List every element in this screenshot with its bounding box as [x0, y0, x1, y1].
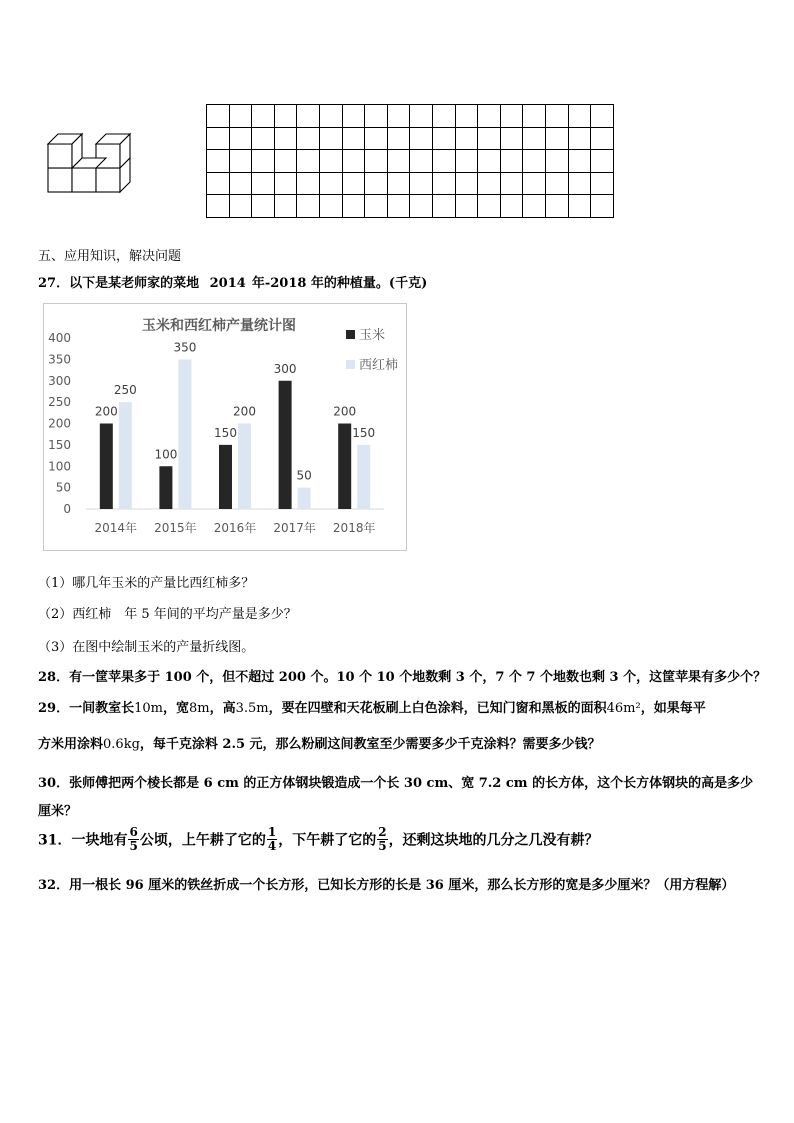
y-tick-label: 250	[48, 395, 71, 410]
bar-tomato	[357, 445, 370, 509]
data-label-tomato: 50	[296, 468, 312, 483]
grid-cell	[455, 105, 478, 128]
q29-length: 10m	[134, 701, 163, 716]
grid-cell	[342, 150, 365, 173]
question-30-line1: 30．张师傅把两个棱长都是 6 cm 的正方体钢块锻造成一个长 30 cm、宽 7.2 cm 的长方体，这个长方体钢块的高是多少	[38, 776, 754, 791]
legend-swatch-tomato	[346, 360, 355, 369]
bar-corn	[338, 424, 351, 510]
bar-corn	[219, 445, 232, 509]
q29-height: 3.5m	[235, 701, 269, 716]
grid-cell	[207, 195, 230, 218]
data-label-corn: 100	[154, 447, 178, 462]
y-tick-label: 200	[48, 416, 71, 431]
x-tick-label: 2014年	[94, 521, 138, 535]
grid-cell	[545, 150, 568, 173]
grid-cell	[545, 105, 568, 128]
q31-f1-denominator: 5	[129, 839, 138, 853]
grid-cell	[319, 105, 342, 128]
grid-cell	[387, 105, 410, 128]
grid-cell	[568, 127, 591, 150]
grid-cell	[319, 150, 342, 173]
data-label-tomato: 350	[173, 340, 197, 355]
grid-cell	[478, 105, 501, 128]
grid-cell	[342, 195, 365, 218]
x-tick-label: 2016年	[213, 521, 257, 535]
q31-fraction-2	[267, 826, 277, 853]
grid-row	[207, 150, 614, 173]
grid-cell	[274, 127, 297, 150]
grid-cell	[591, 172, 614, 195]
bar-chart	[43, 303, 407, 551]
grid-cell	[410, 105, 433, 128]
grid-cell	[523, 127, 546, 150]
legend-label-corn: 玉米	[359, 328, 386, 343]
question-27	[38, 272, 427, 291]
q31-text-b: 公顷，上午耕了它的	[139, 832, 266, 849]
q31-f1-numerator: 6	[129, 825, 138, 839]
data-label-corn: 150	[214, 425, 237, 440]
q31-f2-numerator: 1	[267, 825, 277, 839]
grid-cell	[478, 127, 501, 150]
q29-text-5: ，如果每平	[640, 701, 706, 716]
grid-cell	[297, 127, 320, 150]
q29-text-3: ，高	[209, 701, 236, 716]
grid-cell	[365, 105, 388, 128]
grid-cell	[455, 150, 478, 173]
x-tick-label: 2017年	[273, 521, 316, 535]
x-tick-label: 2015年	[154, 521, 197, 535]
grid-cell	[319, 195, 342, 218]
square-grid	[206, 104, 614, 218]
grid-cell	[274, 195, 297, 218]
grid-cell	[365, 172, 388, 195]
grid-cell	[432, 105, 455, 128]
grid-cell	[500, 172, 523, 195]
y-tick-label: 300	[48, 373, 71, 388]
grid-cell	[432, 172, 455, 195]
grid-cell	[229, 172, 252, 195]
q27-sub3: （3）在图中绘制玉米的产量折线图。	[38, 640, 255, 655]
bar-corn	[279, 381, 292, 509]
y-tick-label: 350	[48, 352, 71, 367]
question-28: 28．有一筐苹果多于 100 个，但不超过 200 个。10 个 10 个地数剩 3 个，7 个 7 个地数也剩 3 个，这筐苹果有多少个？	[38, 670, 767, 685]
bar-tomato	[119, 402, 132, 509]
q27-number: 27．	[38, 276, 70, 291]
grid-cell	[478, 150, 501, 173]
grid-cell	[568, 195, 591, 218]
grid-cell	[229, 150, 252, 173]
grid-cell	[319, 172, 342, 195]
grid-cell	[342, 105, 365, 128]
grid-cell	[432, 150, 455, 173]
grid-cell	[591, 150, 614, 173]
grid-cell	[387, 195, 410, 218]
grid-cell	[252, 172, 275, 195]
question-32: 32．用一根长 96 厘米的铁丝折成一个长方形，已知长方形的长是 36 厘米，那么长方形的宽是多少厘米？（用方程解）	[38, 878, 735, 893]
grid-cell	[455, 195, 478, 218]
grid-cell	[523, 172, 546, 195]
grid-cell	[207, 172, 230, 195]
q29-text-4: ，要在四壁和天花板刷上白色涂料，已知门窗和黑板的面积	[268, 701, 607, 716]
grid-cell	[207, 127, 230, 150]
grid-cell	[207, 105, 230, 128]
data-label-tomato: 250	[113, 383, 137, 398]
grid-cell	[252, 127, 275, 150]
y-tick-label: 400	[48, 331, 71, 345]
question-30-line2: 厘米？	[38, 804, 78, 819]
grid-cell	[229, 127, 252, 150]
q27-year: 2014	[209, 276, 246, 291]
grid-cell	[500, 195, 523, 218]
question-29-line2	[38, 733, 601, 752]
q31-text-c: ，下午耕了它的	[278, 832, 377, 849]
grid-cell	[297, 150, 320, 173]
data-label-tomato: 200	[233, 404, 256, 419]
grid-cell	[252, 195, 275, 218]
q29-text-2: ，宽	[162, 701, 189, 716]
grid-cell	[523, 195, 546, 218]
grid-cell	[523, 150, 546, 173]
grid-cell	[455, 127, 478, 150]
grid-cell	[410, 127, 433, 150]
q31-text-d: ，还剩这块地的几分之几没有耕？	[388, 832, 599, 849]
grid-row	[207, 195, 614, 218]
grid-cell	[432, 195, 455, 218]
question-29-line1	[38, 697, 706, 716]
data-label-tomato: 150	[352, 425, 376, 440]
grid-cell	[274, 150, 297, 173]
chart-title: 玉米和西红柿产量统计图	[142, 318, 296, 334]
q29-text-6: 方米用涂料	[38, 737, 104, 752]
grid-cell	[568, 105, 591, 128]
grid-cell	[319, 127, 342, 150]
y-tick-label: 50	[55, 480, 71, 495]
grid-cell	[342, 172, 365, 195]
grid-cell	[410, 172, 433, 195]
grid-cell	[410, 195, 433, 218]
grid-cell	[410, 150, 433, 173]
grid-cell	[545, 127, 568, 150]
grid-cell	[365, 195, 388, 218]
bar-chart-svg	[44, 304, 408, 552]
question-31	[38, 826, 599, 853]
legend-label-tomato: 西红柿	[359, 358, 399, 373]
grid-cell	[523, 105, 546, 128]
q29-amount: 0.6kg	[103, 737, 140, 752]
data-label-corn: 200	[94, 404, 118, 419]
q27-text-b: 年-2018 年的种植量。(千克)	[251, 276, 428, 291]
grid-cell	[387, 150, 410, 173]
grid-row	[207, 105, 614, 128]
q31-fraction-3	[377, 826, 387, 853]
grid-cell	[229, 105, 252, 128]
y-tick-label: 100	[48, 459, 71, 474]
bar-tomato	[298, 488, 311, 509]
grid-cell	[591, 127, 614, 150]
data-label-corn: 300	[273, 361, 297, 376]
grid-cell	[455, 172, 478, 195]
data-label-corn: 200	[333, 404, 357, 419]
grid-cell	[545, 195, 568, 218]
q27-text-a: 以下是某老师家的菜地	[69, 276, 200, 291]
bar-tomato	[178, 359, 191, 509]
q29-text-7: ，每千克涂料 2.5 元，那么粉刷这间教室至少需要多少千克涂料？需要多少钱？	[139, 737, 601, 752]
grid-cell	[297, 172, 320, 195]
grid-cell	[387, 127, 410, 150]
grid-row	[207, 172, 614, 195]
grid-cell	[500, 105, 523, 128]
grid-cell	[252, 105, 275, 128]
grid-cell	[591, 105, 614, 128]
grid-row	[207, 127, 614, 150]
x-tick-label: 2018年	[332, 521, 376, 535]
bar-tomato	[238, 424, 251, 510]
bar-corn	[159, 466, 172, 509]
grid-cell	[568, 150, 591, 173]
q27-sub2: （2）西红柿 年 5 年间的平均产量是多少？	[38, 607, 297, 622]
grid-cell	[207, 150, 230, 173]
bar-corn	[100, 424, 113, 510]
grid-cell	[545, 172, 568, 195]
grid-cell	[229, 195, 252, 218]
legend-swatch-corn	[346, 330, 355, 339]
grid-cell	[297, 105, 320, 128]
grid-cell	[591, 195, 614, 218]
y-tick-label: 150	[48, 437, 71, 452]
grid-cell	[342, 127, 365, 150]
grid-cell	[365, 127, 388, 150]
q29-width: 8m	[188, 701, 210, 716]
q31-f3-numerator: 2	[378, 825, 387, 839]
q31-text-a: 31．一块地有	[38, 832, 128, 849]
grid-cell	[478, 195, 501, 218]
q27-sub1: （1）哪几年玉米的产量比西红柿多？	[38, 576, 255, 591]
cube-figure	[44, 126, 134, 196]
grid-cell	[274, 105, 297, 128]
grid-cell	[500, 150, 523, 173]
grid-cell	[252, 150, 275, 173]
grid-cell	[387, 172, 410, 195]
y-tick-label: 0	[63, 502, 71, 516]
q29-area: 46m²	[606, 701, 641, 716]
grid-cell	[365, 150, 388, 173]
q31-f2-denominator: 4	[267, 839, 277, 853]
grid-cell	[478, 172, 501, 195]
grid-cell	[500, 127, 523, 150]
q31-f3-denominator: 5	[378, 839, 387, 853]
q29-text-1: 29．一间教室长	[38, 701, 135, 716]
q31-fraction-1	[128, 826, 138, 853]
grid-cell	[432, 127, 455, 150]
grid-cell	[568, 172, 591, 195]
grid-cell	[274, 172, 297, 195]
section-title: 五、应用知识，解决问题	[38, 249, 182, 264]
grid-cell	[297, 195, 320, 218]
